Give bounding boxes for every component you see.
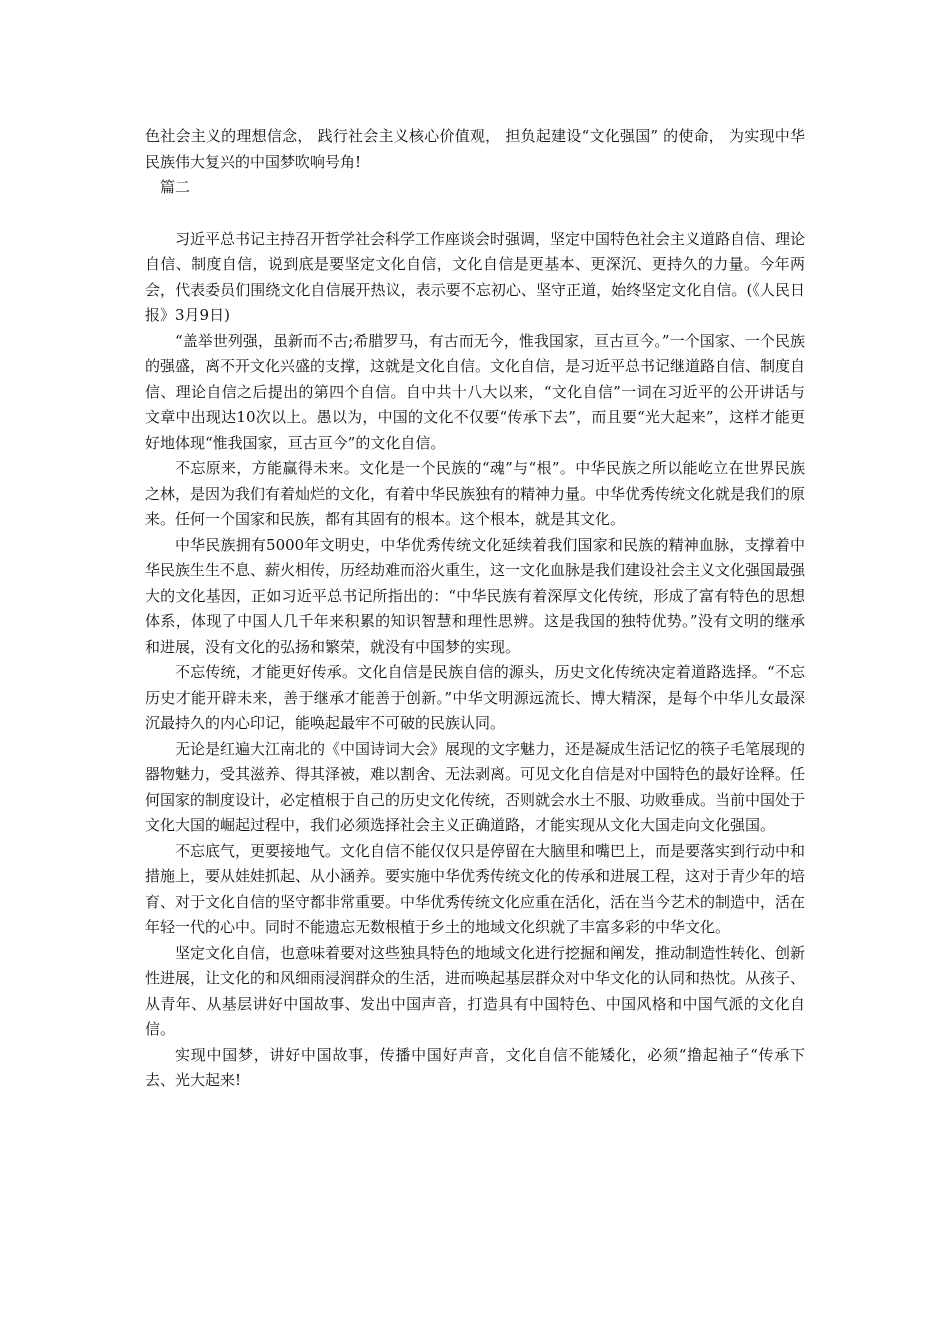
paragraph-8: 坚定文化自信，也意味着要对这些独具特色的地域文化进行挖掘和阐发，推动制造性转化、创新性进展，让文化的和风细雨浸润群众的生活，进而唤起基层群众对中华文化的认同和热忱。从孩子、从青年、从基层讲好中国故事、发出中国声音，打造具有中国特色、中国风格和中国气派的文化自信。 [145, 943, 806, 1038]
paragraph-5: 不忘传统，才能更好传承。文化自信是民族自信的源头，历史文化传统决定着道路选择。“不忘历史才能开辟未来，善于继承才能善于创新。”中华文明源远流长、博大精深，是每个中华儿女最深沉最持久的内心印记，能唤起最牢不可破的民族认同。 [145, 663, 805, 732]
section-heading: 篇二 [160, 178, 191, 196]
paragraph-2: “盖举世列强，虽新而不古;希腊罗马，有古而无今，惟我国家，亘古亘今。”一个国家、一个民族的强盛，离不开文化兴盛的支撑，这就是文化自信。文化自信，是习近平总书记继道路自信、制度自信、理论自信之后提出的第四个自信。自中共十八大以来，“文化自信”一词在习近平的公开讲话与文章中出现达10次以上。愚以为，中国的文化不仅要“传承下去”，而且要“光大起来”，这样才能更好地体现“惟我国家，亘古亘今”的文化自信。 [145, 331, 806, 452]
continuation-paragraph: 色社会主义的理想信念， 践行社会主义核心价值观， 担负起建设“文化强国” 的使命， 为实现中华民族伟大复兴的中国梦吹响号角! [145, 127, 805, 171]
paragraph-1: 习近平总书记主持召开哲学社会科学工作座谈会时强调，坚定中国特色社会主义道路自信、理论自信、制度自信，说到底是要坚定文化自信，文化自信是更基本、更深沉、更持久的力量。今年两会，代表委员们围绕文化自信展开热议，表示要不忘初心、坚守正道，始终坚定文化自信。(《人民日报》3月9日) [145, 229, 806, 324]
paragraph-6: 无论是红遍大江南北的《中国诗词大会》展现的文字魅力，还是凝成生活记忆的筷子毛笔展现的器物魅力，受其滋养、得其泽被，难以割舍、无法剥离。可见文化自信是对中国特色的最好诠释。任何国家的制度设计，必定植根于自己的历史文化传统，否则就会水土不服、功败垂成。当前中国处于文化大国的崛起过程中，我们必须选择社会主义正确道路，才能实现从文化大国走向文化强国。 [145, 739, 806, 834]
paragraph-9: 实现中国梦，讲好中国故事，传播中国好声音，文化自信不能矮化，必须“撸起袖子“传承下去、光大起来! [145, 1045, 805, 1089]
paragraph-3: 不忘原来，方能赢得未来。文化是一个民族的“魂”与“根”。中华民族之所以能屹立在世界民族之林，是因为我们有着灿烂的文化，有着中华民族独有的精神力量。中华优秀传统文化就是我们的原来。任何一个国家和民族，都有其固有的根本。这个根本，就是其文化。 [145, 459, 806, 528]
document-body [145, 124, 805, 1094]
paragraph-4: 中华民族拥有5000年文明史，中华优秀传统文化延续着我们国家和民族的精神血脉，支撑着中华民族生生不息、薪火相传，历经劫难而浴火重生，这一文化血脉是我们建设社会主义文化强国最强大的文化基因，正如习近平总书记所指出的：“中华民族有着深厚文化传统，形成了富有特色的思想体系，体现了中国人几千年来积累的知识智慧和理性思辨。这是我国的独特优势。”没有文明的继承和进展，没有文化的弘扬和繁荣，就没有中国梦的实现。 [145, 535, 806, 656]
paragraph-7: 不忘底气，更要接地气。文化自信不能仅仅只是停留在大脑里和嘴巴上，而是要落实到行动中和措施上，要从娃娃抓起、从小涵养。要实施中华优秀传统文化的传承和进展工程，这对于青少年的培育、对于文化自信的坚守都非常重要。中华优秀传统文化应重在活化，活在当今艺术的制造中，活在年轻一代的心中。同时不能遗忘无数根植于乡土的地域文化织就了丰富多彩的中华文化。 [145, 841, 806, 936]
